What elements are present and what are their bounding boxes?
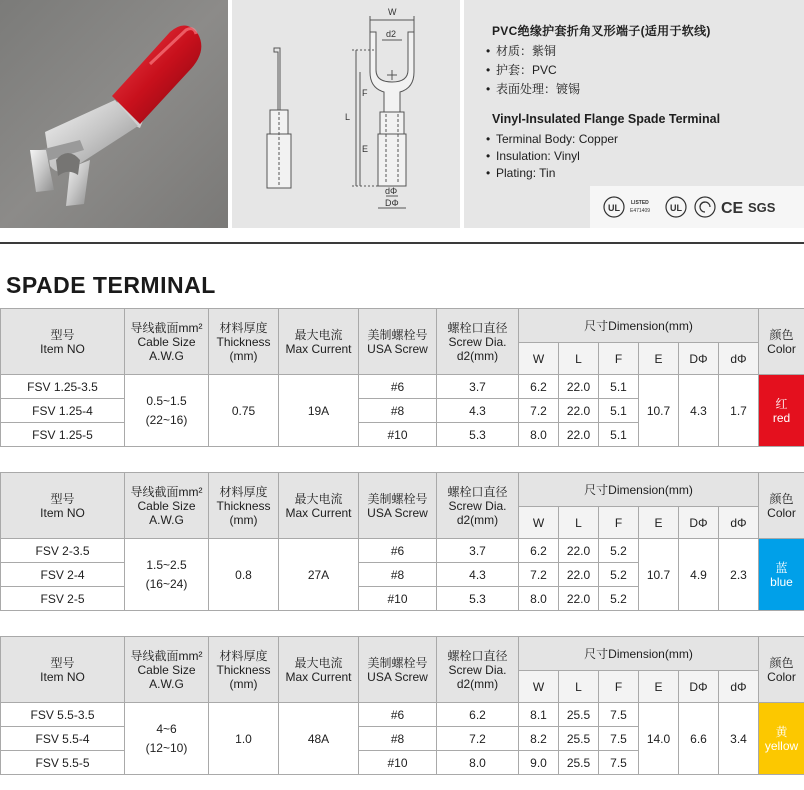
screw-dia-cell: 5.3 [437, 423, 519, 447]
header-cable: 导线截面mm² Cable Size A.W.G [125, 309, 209, 375]
header-cable: 导线截面mm² Cable Size A.W.G [125, 637, 209, 703]
color-cell-yellow: 黄 yellow [759, 703, 804, 775]
header-l: L [559, 671, 599, 703]
product-header [0, 0, 804, 228]
header-f: F [599, 507, 639, 539]
header-item: 型号 Item NO [1, 473, 125, 539]
spec-table-yellow [0, 636, 804, 775]
w-cell: 8.0 [519, 587, 559, 611]
f-cell: 7.5 [599, 727, 639, 751]
f-cell: 7.5 [599, 703, 639, 727]
header-w: W [519, 507, 559, 539]
header-screw-dia: 螺栓口直径 Screw Dia. d2(mm) [437, 473, 519, 539]
spec-title-en: Vinyl-Insulated Flange Spade Terminal [492, 112, 721, 126]
screw-dia-cell: 5.3 [437, 587, 519, 611]
f-cell: 5.1 [599, 423, 639, 447]
header-current: 最大电流 Max Current [279, 473, 359, 539]
spec-item-zh: • 护套：PVC [486, 63, 557, 77]
header-current: 最大电流 Max Current [279, 309, 359, 375]
item-cell: FSV 2-5 [1, 587, 125, 611]
header-usa-screw: 美制螺栓号 USA Screw [359, 473, 437, 539]
screw-dia-cell: 4.3 [437, 399, 519, 423]
usa-screw-cell: #8 [359, 399, 437, 423]
w-cell: 6.2 [519, 375, 559, 399]
table-row [1, 539, 804, 563]
ul-mark: UL [608, 203, 620, 213]
spec-list-zh [486, 42, 580, 99]
header-f: F [599, 343, 639, 375]
l-cell: 22.0 [559, 423, 599, 447]
item-cell: FSV 1.25-3.5 [1, 375, 125, 399]
thickness-cell: 0.75 [209, 375, 279, 447]
drawing-label-d2: d2 [386, 29, 397, 39]
table-header-row [1, 473, 804, 507]
ul-listed-text: LISTED [631, 200, 649, 206]
l-cell: 22.0 [559, 399, 599, 423]
header-sd: dΦ [719, 507, 759, 539]
spec-table-red [0, 308, 804, 447]
usa-screw-cell: #10 [359, 423, 437, 447]
header-dimension: 尺寸Dimension(mm) [519, 473, 759, 507]
product-photo [0, 0, 228, 228]
spec-item-zh: • 材质：紫铜 [486, 44, 557, 58]
usa-screw-cell: #6 [359, 703, 437, 727]
usa-screw-cell: #10 [359, 751, 437, 775]
drawing-label-l: L [345, 112, 351, 122]
header-e: E [639, 671, 679, 703]
f-cell: 5.1 [599, 399, 639, 423]
header-thickness: 材料厚度 Thickness (mm) [209, 637, 279, 703]
certification-logos [590, 186, 804, 228]
w-cell: 7.2 [519, 563, 559, 587]
cable-cell: 4~6 (12~10) [125, 703, 209, 775]
spec-item-en: • Plating: Tin [486, 166, 556, 180]
header-item: 型号 Item NO [1, 309, 125, 375]
ul-listed-number: E471409 [630, 208, 651, 214]
f-cell: 5.2 [599, 587, 639, 611]
l-cell: 22.0 [559, 587, 599, 611]
usa-screw-cell: #10 [359, 587, 437, 611]
table-row [1, 375, 804, 399]
header-dd: DΦ [679, 507, 719, 539]
sd-cell: 3.4 [719, 703, 759, 775]
item-cell: FSV 5.5-4 [1, 727, 125, 751]
w-cell: 8.2 [519, 727, 559, 751]
item-cell: FSV 2-3.5 [1, 539, 125, 563]
f-cell: 5.2 [599, 563, 639, 587]
screw-dia-cell: 3.7 [437, 375, 519, 399]
e-cell: 10.7 [639, 375, 679, 447]
header-dd: DΦ [679, 343, 719, 375]
l-cell: 25.5 [559, 751, 599, 775]
header-usa-screw: 美制螺栓号 USA Screw [359, 637, 437, 703]
l-cell: 22.0 [559, 539, 599, 563]
w-cell: 8.0 [519, 423, 559, 447]
drawing-label-e: E [362, 144, 369, 154]
header-dimension: 尺寸Dimension(mm) [519, 637, 759, 671]
color-cell-red: 红 red [759, 375, 804, 447]
header-dimension: 尺寸Dimension(mm) [519, 309, 759, 343]
w-cell: 6.2 [519, 539, 559, 563]
header-sd: dΦ [719, 343, 759, 375]
dimension-drawing [232, 0, 460, 228]
section-title: SPADE TERMINAL [6, 272, 216, 298]
screw-dia-cell: 7.2 [437, 727, 519, 751]
color-cell-blue: 蓝 blue [759, 539, 804, 611]
header-l: L [559, 343, 599, 375]
e-cell: 10.7 [639, 539, 679, 611]
ce-mark: CE [721, 200, 744, 217]
table-header-row [1, 309, 804, 343]
l-cell: 25.5 [559, 727, 599, 751]
table-row [1, 703, 804, 727]
cable-cell: 0.5~1.5 (22~16) [125, 375, 209, 447]
header-color: 颜色 Color [759, 473, 804, 539]
current-cell: 48A [279, 703, 359, 775]
usa-screw-cell: #8 [359, 563, 437, 587]
header-w: W [519, 671, 559, 703]
header-color: 颜色 Color [759, 309, 804, 375]
w-cell: 9.0 [519, 751, 559, 775]
sd-cell: 2.3 [719, 539, 759, 611]
header-thickness: 材料厚度 Thickness (mm) [209, 473, 279, 539]
header-e: E [639, 343, 679, 375]
spec-title-zh: PVC绝缘护套折角叉形端子(适用于软线) [492, 24, 711, 38]
header-l: L [559, 507, 599, 539]
header-screw-dia: 螺栓口直径 Screw Dia. d2(mm) [437, 637, 519, 703]
l-cell: 22.0 [559, 375, 599, 399]
header-e: E [639, 507, 679, 539]
spec-item-en: • Terminal Body: Copper [486, 132, 619, 146]
spec-item-en: • Insulation: Vinyl [486, 149, 580, 163]
usa-screw-cell: #8 [359, 727, 437, 751]
usa-screw-cell: #6 [359, 375, 437, 399]
thickness-cell: 0.8 [209, 539, 279, 611]
header-f: F [599, 671, 639, 703]
screw-dia-cell: 4.3 [437, 563, 519, 587]
screw-dia-cell: 8.0 [437, 751, 519, 775]
f-cell: 5.2 [599, 539, 639, 563]
spec-panel [464, 0, 804, 228]
drawing-label-f: F [362, 88, 368, 98]
spec-item-zh: • 表面处理：镀锡 [486, 82, 581, 96]
cert-marks [590, 186, 804, 228]
header-sd: dΦ [719, 671, 759, 703]
f-cell: 5.1 [599, 375, 639, 399]
header-cable: 导线截面mm² Cable Size A.W.G [125, 473, 209, 539]
header-w: W [519, 343, 559, 375]
l-cell: 25.5 [559, 703, 599, 727]
f-cell: 7.5 [599, 751, 639, 775]
spec-table-blue [0, 472, 804, 611]
dd-cell: 6.6 [679, 703, 719, 775]
sd-cell: 1.7 [719, 375, 759, 447]
table-header-row [1, 637, 804, 671]
header-screw-dia: 螺栓口直径 Screw Dia. d2(mm) [437, 309, 519, 375]
current-cell: 19A [279, 375, 359, 447]
cable-cell: 1.5~2.5 (16~24) [125, 539, 209, 611]
w-cell: 8.1 [519, 703, 559, 727]
cul-mark: UL [670, 203, 682, 213]
item-cell: FSV 1.25-5 [1, 423, 125, 447]
item-cell: FSV 5.5-5 [1, 751, 125, 775]
item-cell: FSV 2-4 [1, 563, 125, 587]
l-cell: 22.0 [559, 563, 599, 587]
w-cell: 7.2 [519, 399, 559, 423]
section-divider [0, 242, 804, 244]
technical-drawing [232, 0, 460, 228]
spec-list-en [486, 131, 618, 182]
dd-cell: 4.3 [679, 375, 719, 447]
header-item: 型号 Item NO [1, 637, 125, 703]
header-usa-screw: 美制螺栓号 USA Screw [359, 309, 437, 375]
header-current: 最大电流 Max Current [279, 637, 359, 703]
header-dd: DΦ [679, 671, 719, 703]
item-cell: FSV 5.5-3.5 [1, 703, 125, 727]
drawing-label-w: W [388, 7, 397, 17]
screw-dia-cell: 6.2 [437, 703, 519, 727]
header-color: 颜色 Color [759, 637, 804, 703]
usa-screw-cell: #6 [359, 539, 437, 563]
thickness-cell: 1.0 [209, 703, 279, 775]
item-cell: FSV 1.25-4 [1, 399, 125, 423]
e-cell: 14.0 [639, 703, 679, 775]
screw-dia-cell: 3.7 [437, 539, 519, 563]
current-cell: 27A [279, 539, 359, 611]
drawing-label-d-big: DΦ [385, 198, 399, 208]
spade-terminal-image [0, 0, 228, 228]
drawing-label-d-small: dΦ [385, 186, 398, 196]
sgs-mark: SGS [748, 200, 776, 215]
header-thickness: 材料厚度 Thickness (mm) [209, 309, 279, 375]
dd-cell: 4.9 [679, 539, 719, 611]
